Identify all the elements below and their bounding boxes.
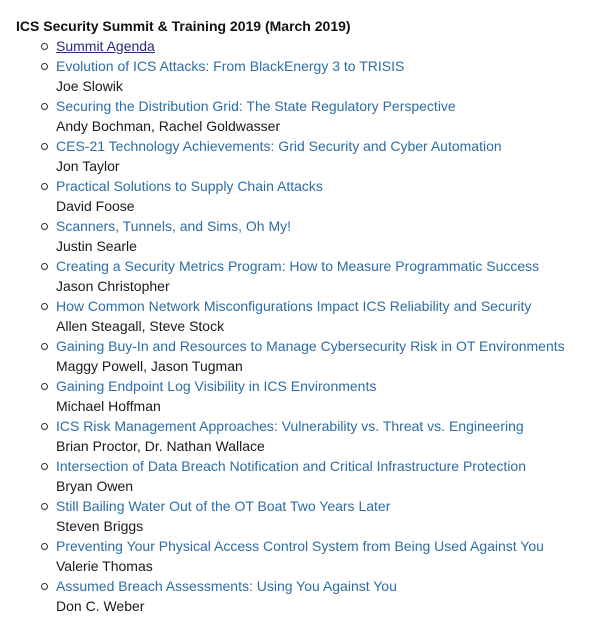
page-title: ICS Security Summit & Training 2019 (March 2019) [16, 18, 351, 34]
talk-title-link[interactable]: Practical Solutions to Supply Chain Attacks [56, 178, 323, 194]
talk-speaker: Jon Taylor [56, 158, 120, 174]
list-item [56, 96, 594, 136]
talk-title-link[interactable]: Evolution of ICS Attacks: From BlackEnergy 3 to TRISIS [56, 58, 405, 74]
list-item [56, 416, 594, 456]
bullet-icon [41, 43, 48, 50]
list-item-agenda [56, 36, 594, 56]
list-item [56, 56, 594, 96]
talk-speaker: Allen Steagall, Steve Stock [56, 318, 225, 334]
talk-title-link[interactable]: Gaining Buy-In and Resources to Manage Cybersecurity Risk in OT Environments [56, 338, 565, 354]
talk-speaker: Maggy Powell, Jason Tugman [56, 358, 243, 374]
bullet-icon [41, 183, 48, 190]
bullet-icon [41, 143, 48, 150]
talk-title-link[interactable]: Intersection of Data Breach Notification and Critical Infrastructure Protection [56, 458, 526, 474]
list-item [56, 376, 594, 416]
bullet-icon [41, 63, 48, 70]
talk-speaker: Andy Bochman, Rachel Goldwasser [56, 118, 281, 134]
bullet-icon [41, 263, 48, 270]
list-item [56, 336, 594, 376]
talk-title-link[interactable]: Preventing Your Physical Access Control System from Being Used Against You [56, 538, 544, 554]
talk-title-link[interactable]: How Common Network Misconfigurations Impact ICS Reliability and Security [56, 298, 532, 314]
bullet-icon [41, 463, 48, 470]
talk-title-link[interactable]: Securing the Distribution Grid: The State Regulatory Perspective [56, 98, 456, 114]
talk-title-link[interactable]: Assumed Breach Assessments: Using You Against You [56, 578, 397, 594]
talk-speaker: Steven Briggs [56, 518, 144, 534]
bullet-icon [41, 423, 48, 430]
talk-title-link[interactable]: ICS Risk Management Approaches: Vulnerability vs. Threat vs. Engineering [56, 418, 524, 434]
list-item [56, 216, 594, 256]
talk-speaker: Jason Christopher [56, 278, 170, 294]
summit-agenda-link[interactable]: Summit Agenda [56, 38, 155, 54]
talk-speaker: Bryan Owen [56, 478, 134, 494]
bullet-icon [41, 343, 48, 350]
talk-title-link[interactable]: Scanners, Tunnels, and Sims, Oh My! [56, 218, 291, 234]
list-item [56, 456, 594, 496]
bullet-icon [41, 583, 48, 590]
bullet-icon [41, 383, 48, 390]
list-item [56, 576, 594, 616]
talk-speaker: Justin Searle [56, 238, 137, 254]
list-item [56, 296, 594, 336]
talk-speaker: Don C. Weber [56, 598, 145, 614]
talk-title-link[interactable]: CES-21 Technology Achievements: Grid Security and Cyber Automation [56, 138, 502, 154]
bullet-icon [41, 543, 48, 550]
bullet-icon [41, 103, 48, 110]
list-item [56, 536, 594, 576]
bullet-icon [41, 303, 48, 310]
talk-speaker: Joe Slowik [56, 78, 123, 94]
bullet-icon [41, 503, 48, 510]
talk-speaker: Michael Hoffman [56, 398, 161, 414]
talk-title-link[interactable]: Gaining Endpoint Log Visibility in ICS Environments [56, 378, 377, 394]
talk-title-link[interactable]: Creating a Security Metrics Program: How to Measure Programmatic Success [56, 258, 540, 274]
list-item [56, 176, 594, 216]
list-item [56, 256, 594, 296]
talk-speaker: David Foose [56, 198, 135, 214]
list-item [56, 496, 594, 536]
bullet-icon [41, 223, 48, 230]
talk-speaker: Valerie Thomas [56, 558, 153, 574]
talk-list [16, 36, 594, 616]
talk-title-link[interactable]: Still Bailing Water Out of the OT Boat Two Years Later [56, 498, 391, 514]
list-item [56, 136, 594, 176]
talk-speaker: Brian Proctor, Dr. Nathan Wallace [56, 438, 265, 454]
